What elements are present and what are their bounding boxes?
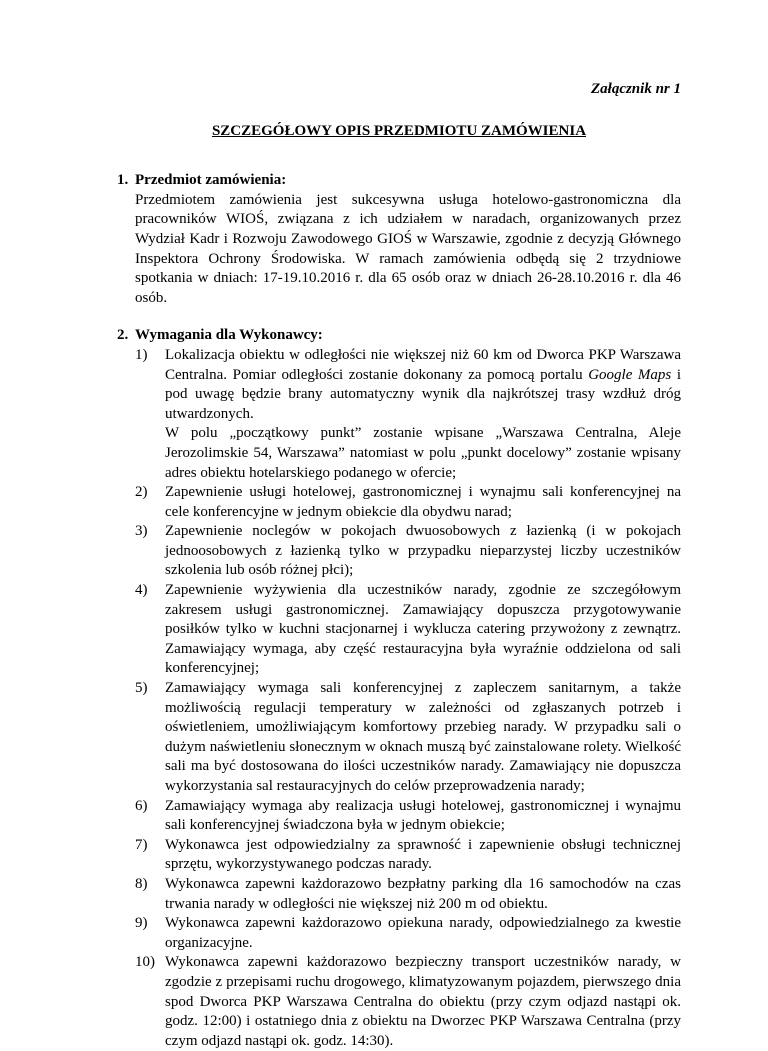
section-heading-text: Wymagania dla Wykonawcy: [135, 327, 323, 344]
section-heading [117, 326, 681, 346]
item-text-emphasis: Google Maps [588, 366, 672, 383]
section-number: 2. [117, 327, 129, 344]
section-number: 1. [117, 172, 129, 189]
item-text: Zamawiający wymaga aby realizacja usługi hotelowej, gastronomicznej i wynajmu sali konferencyjnej świadczona była w jednym obiekcie; [165, 797, 681, 834]
item-text-part: Lokalizacja obiektu w odległości nie większej niż 60 km od Dworca PKP Warszawa Centralna. Pomiar odległości zostanie dokonany za pomocą portalu [165, 346, 681, 383]
item-number: 6) [135, 797, 148, 814]
section-heading-text: Przedmiot zamówienia: [135, 172, 287, 189]
item-text: Zapewnienie wyżywienia dla uczestników narady, zgodnie ze szczegółowym zakresem usługi gastronomicznej. Zamawiający dopuszcza przygotowywanie posiłków tylko w kuchni stacjonarnej i wyklucza catering przywożony z zewnątrz. Zamawiający wymaga, aby część restauracyjna była wyraźnie oddzielona od sali konferencyjnej; [165, 582, 681, 677]
list-item [135, 914, 681, 953]
item-number: 3) [135, 523, 148, 540]
list-item [135, 836, 681, 875]
list-item [135, 797, 681, 836]
requirements-list [135, 346, 681, 1051]
item-text: Zamawiający wymaga sali konferencyjnej z zapleczem sanitarnym, a także możliwością regulacji temperatury w zależności od zgłaszanych potrzeb i oświetleniem, umożliwiającym komfortowy przebieg narady. W przypadku sali o dużym naświetleniu słonecznym w oknach muszą być zainstalowane rolety. Wielkość sali ma być dostosowana do ilości uczestników narady. Zamawiający nie dopuszcza wykorzystania sal restauracyjnych do celów przeprowadzenia narady; [165, 680, 681, 794]
item-number: 5) [135, 680, 148, 697]
item-text: Wykonawca zapewni każdorazowo bezpieczny transport uczestników narady, w zgodzie z przepisami ruchu drogowego, klimatyzowanym pojazdem, pierwszego dnia spod Dworca PKP Warszawa Centralna do obiektu (przy czym odjazd nastąpi ok. godz. 12:00) i ostatniego dnia z obiektu na Dworzec PKP Warszawa Centralna (przy czym odjazd nastąpi ok. godz. 14:30). [165, 954, 681, 1049]
item-number: 2) [135, 484, 148, 501]
item-number: 10) [135, 954, 155, 971]
document-title: SZCZEGÓŁOWY OPIS PRZEDMIOTU ZAMÓWIENIA [211, 122, 587, 139]
item-text: Zapewnienie noclegów w pokojach dwuosobowych z łazienką (i w pokojach jednoosobowych z łazienką tylko w przypadku nieparzystej liczby uczestników szkolenia lub osób różnej płci); [165, 523, 681, 579]
item-number: 8) [135, 875, 148, 892]
item-text: Wykonawca jest odpowiedzialny za sprawność i zapewnienie obsługi technicznej sprzętu, wykorzystywanego podczas narady. [165, 836, 681, 873]
item-text-part: i pod uwagę będzie brany automatyczny wynik dla najkrótszej trasy wzdłuż dróg utwardzonych. [165, 366, 681, 422]
section-subject [117, 171, 681, 308]
list-item [135, 483, 681, 522]
item-text [165, 346, 681, 483]
item-text: Zapewnienie usługi hotelowej, gastronomicznej i wynajmu sali konferencyjnej na cele konferencyjne w jednym obiekcie dla obydwu narad; [165, 484, 681, 520]
annex-label: Załącznik nr 1 [590, 81, 681, 97]
item-paragraph [165, 346, 681, 424]
list-item [135, 875, 681, 914]
section-heading [117, 171, 681, 191]
section-body: Przedmiotem zamówienia jest sukcesywna usługa hotelowo-gastronomiczna dla pracowników WIOŚ, związana z ich udziałem w naradach, organizowanych przez Wydział Kadr i Rozwoju Zawodowego GIOŚ w Warszawie, zgodnie z decyzją Głównego Inspektora Ochrony Środowiska. W ramach zamówienia odbędą się 2 trzydniowe spotkania w dniach: 17-19.10.2016 r. dla 65 osób oraz w dniach 26-28.10.2016 r. dla 46 osób. [135, 191, 681, 306]
item-number: 1) [135, 346, 148, 363]
list-item [135, 522, 681, 581]
requirements-list-wrapper [135, 346, 681, 1051]
list-item [135, 953, 681, 1051]
section-requirements [117, 326, 681, 1051]
item-number: 9) [135, 915, 148, 932]
item-number: 7) [135, 836, 148, 853]
item-paragraph: W polu „początkowy punkt” zostanie wpisane „Warszawa Centralna, Aleje Jerozolimskie 54, Warszawa” natomiast w polu „punkt docelowy” zostanie wpisany adres obiektu hotelarskiego podanego w ofercie; [165, 425, 681, 481]
list-item [135, 346, 681, 483]
item-number: 4) [135, 582, 148, 599]
list-item [135, 679, 681, 797]
item-text: Wykonawca zapewni każdorazowo opiekuna narady, odpowiedzialnego za kwestie organizacyjne. [165, 915, 681, 951]
item-text: Wykonawca zapewni każdorazowo bezpłatny parking dla 16 samochodów na czas trwania narady w odległości nie większej niż 200 m od obiektu. [165, 875, 681, 912]
list-item [135, 581, 681, 679]
